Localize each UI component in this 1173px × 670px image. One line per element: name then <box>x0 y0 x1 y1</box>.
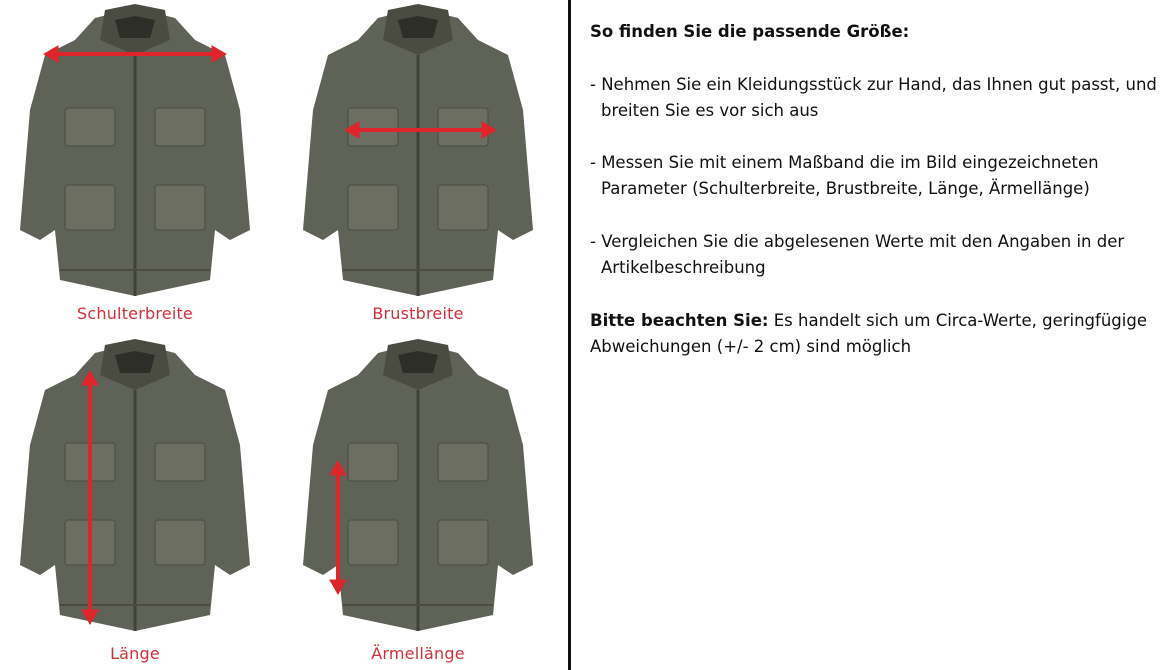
size-guide-panel <box>590 0 1170 670</box>
jacket-illustration <box>283 335 553 635</box>
guide-step-line: - Messen Sie mit einem Maßband die im Bild eingezeichneten <box>590 153 1099 172</box>
figure-brustbreite <box>283 0 553 335</box>
guide-step-line: Parameter (Schulterbreite, Brustbreite, Länge, Ärmellänge) <box>601 179 1090 198</box>
guide-step-2 <box>590 150 1170 202</box>
figure-aermellaenge <box>283 335 553 670</box>
guide-step-line: - Nehmen Sie ein Kleidungsstück zur Hand, das Ihnen gut passt, und <box>590 75 1157 94</box>
guide-step-3 <box>590 229 1170 281</box>
vertical-divider <box>568 0 571 670</box>
guide-step-line: - Vergleichen Sie die abgelesenen Werte mit den Angaben in der <box>590 232 1125 251</box>
figure-laenge <box>0 335 270 670</box>
figure-caption: Brustbreite <box>372 304 464 323</box>
figure-caption: Länge <box>110 644 160 663</box>
figure-caption: Schulterbreite <box>77 304 193 323</box>
figure-schulterbreite <box>0 0 270 335</box>
note-text: Es handelt sich um Circa-Werte, geringfügige <box>768 311 1147 330</box>
guide-title: So finden Sie die passende Größe: <box>590 22 910 41</box>
jacket-illustration <box>0 0 270 300</box>
jacket-figures-panel <box>0 0 570 670</box>
jacket-illustration <box>283 0 553 300</box>
jacket-illustration <box>0 335 270 635</box>
figure-caption: Ärmellänge <box>371 644 465 663</box>
guide-step-1 <box>590 72 1170 124</box>
guide-note <box>590 308 1170 360</box>
guide-step-line: breiten Sie es vor sich aus <box>601 101 819 120</box>
guide-step-line: Artikelbeschreibung <box>601 258 766 277</box>
note-label: Bitte beachten Sie: <box>590 311 769 330</box>
note-text-line2: Abweichungen (+/- 2 cm) sind möglich <box>590 337 912 356</box>
